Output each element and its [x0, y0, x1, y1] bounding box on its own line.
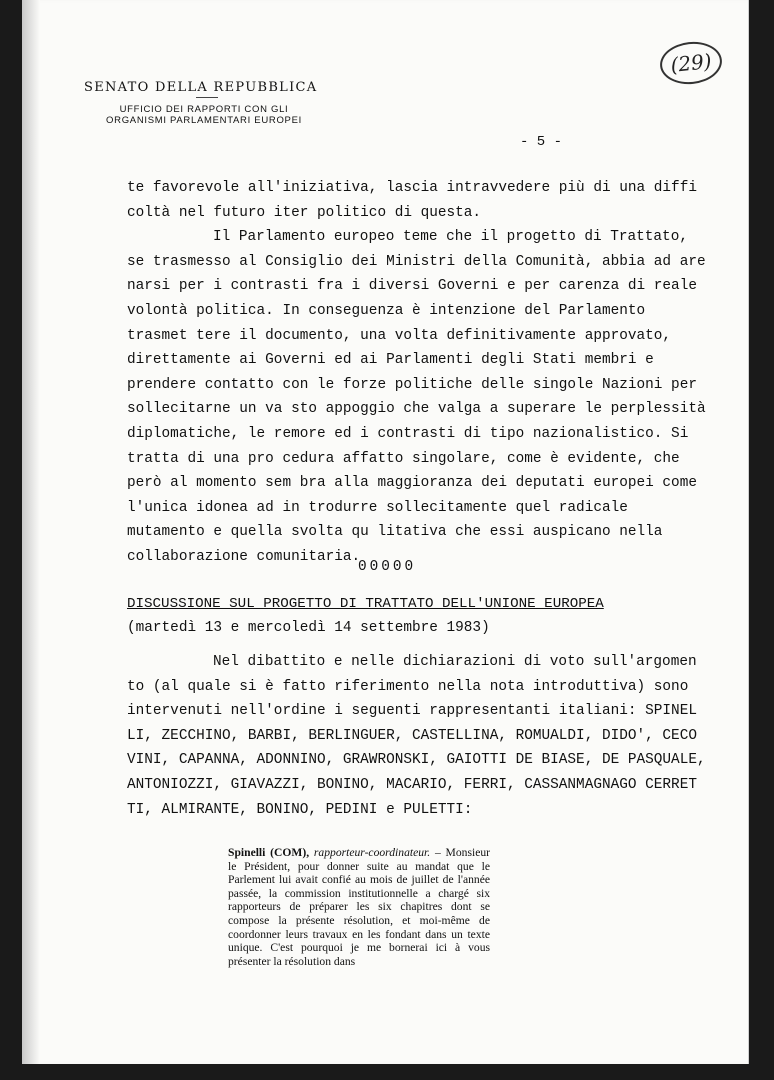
section-heading: DISCUSSIONE SUL PROGETTO DI TRATTATO DELL'UNIONE EUROPEA	[127, 596, 604, 612]
header-divider	[196, 97, 218, 98]
institution-name: SENATO DELLA REPUBBLICA	[84, 80, 318, 95]
section-separator: 00000	[358, 559, 417, 575]
office-name	[84, 104, 324, 126]
press-clipping	[228, 846, 490, 968]
session-dates: (martedì 13 e mercoledì 14 settembre 1983)	[127, 620, 490, 636]
office-line-2: ORGANISMI PARLAMENTARI EUROPEI	[106, 115, 302, 126]
binding-shadow	[22, 0, 40, 1064]
office-line-1: UFFICIO DEI RAPPORTI CON GLI	[119, 104, 289, 115]
clipping-role: rapporteur-coordinateur.	[313, 846, 431, 859]
page-number: - 5 -	[520, 134, 563, 150]
clipping-speaker: Spinelli (COM),	[228, 846, 310, 859]
paragraph-continuation: te favorevole all'iniziativa, lascia intravvedere più di una diffi coltà nel futuro iter politico di questa.	[127, 180, 697, 221]
paragraph-parliament: Il Parlamento europeo teme che il progetto di Trattato, se trasmesso al Consiglio dei Ministri della Comunità, abbia ad are narsi per i contrasti fra i diversi Governi e per carenza di reale volontà politica. In conseguenza è intenzione del Parlamento trasmet tere il documento, una volta definitivamente approvato, direttamente ai Governi ed ai Parlamenti degli Stati membri e prendere contatto con le forze politiche delle singole Nazioni per sollecitarne un va sto appoggio che valga a superare le perplessità diplomatiche, le remore ed i contrasti di tipo nazionalistico. Si tratta di una pro cedura affatto singolare, come è evidente, che però al momento sem bra alla maggioranza dei deputati europei come l'unica idonea ad in trodurre sollecitamente quel radicale mutamento e quella svolta qu litativa che essi auspicano nella collaborazione comunitaria.	[127, 229, 706, 565]
handwritten-page-number: (29)	[658, 39, 724, 87]
section-1-body	[127, 176, 712, 570]
clipping-text: – Monsieur le Président, pour donner suite au mandat que le Parlement lui avait confié au mois de juillet de l'année passée, la commission institutionnelle a chargé six rapporteurs de préparer les six chapitres dont se compose la présente résolution, et moi-même de coordonner leurs travaux en les fondant dans un texte unique. C'est pourquoi je me bornerai ici à vous présenter la résolution dans	[228, 846, 490, 968]
paragraph-speakers: Nel dibattito e nelle dichiarazioni di voto sull'argomen to (al quale si è fatto riferimento nella nota introduttiva) sono intervenuti nell'ordine i seguenti rappresentanti italiani: SPINEL LI, ZECCHINO, BARBI, BERLINGUER, CASTELLINA, ROMUALDI, DIDO', CECO VINI, CAPANNA, ADONNINO, GRAWRONSKI, GAIOTTI DE BIASE, DE PASQUALE, ANTONIOZZI, GIAVAZZI, BONINO, MACARIO, FERRI, CASSANMAGNAGO CERRET TI, ALMIRANTE, BONINO, PEDINI e PULETTI:	[127, 654, 706, 818]
section-2-body	[127, 650, 712, 822]
